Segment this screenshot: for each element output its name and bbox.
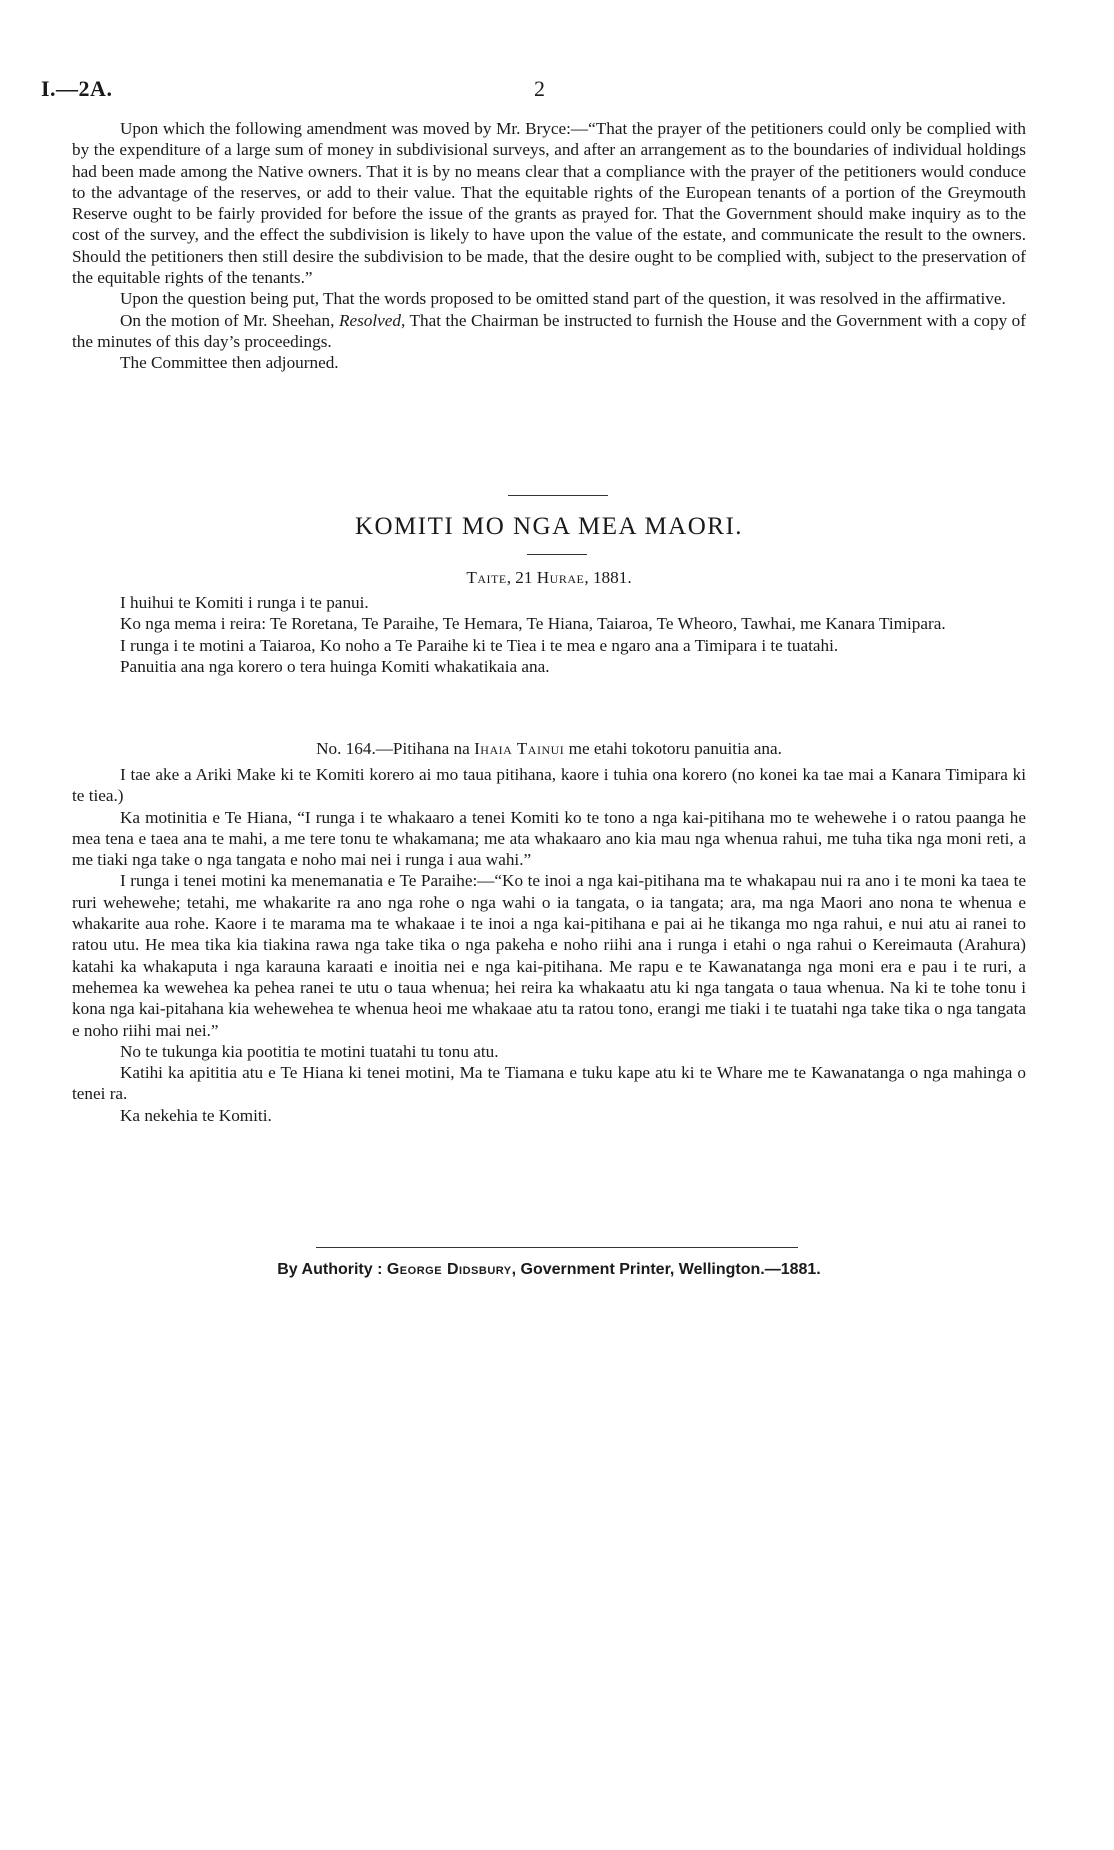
resolution-paragraph <box>72 310 1026 353</box>
maori-paragraph: I runga i tenei motini ka menemanatia e Te Paraihe:—“Ko te inoi a nga kai-pitihana ma te whakapau nui ra ano i te moni ka taea te ruri wehewehe; tetahi, me whakarite ra ano nga rohe o nga wahi o ia tangata, o ia tangata; ara, ma nga Maori ano nona te whenua e whakarite aua rohe. Kaore i te marama ma te whakaae i te inoi a nga kai-pitihana e pai ai he tikanga mo nga rahui, e nui atu ai ranei to ratou utu. He mea tika kia tiakina rawa nga take tika o nga pakeha e noho riihi ana i runga i etahi o nga rahui o Kereimauta (Arahura) katahi ka whakaputa i nga karauna karaati e inoitia nei e nga kai-pitihana. Me rapu e te Kawanatanga nga moni era e pau i te ruri, a mehemea ka wewehea ka pehea ranei te utu o taua whenua; hei reira ka whakaatu atu ki nga tangata o taua whenua. Na ki te tohe tonu i kona nga kai-pitahana kia wehewehea te whenua heoi me whakaae atu ta ratou tono, erangi me tiaki i te tuatahi nga take tika o nga tangata e noho riihi mai nei.” <box>72 871 1026 1040</box>
maori-minutes-intro <box>72 592 1026 677</box>
maori-paragraph: Ka nekehia te Komiti. <box>120 1105 272 1125</box>
english-minutes <box>72 118 1026 374</box>
maori-paragraph: Ko nga mema i reira: Te Roretana, Te Paraihe, Te Hemara, Te Hiana, Taiaroa, Te Wheoro, Tawhai, me Kanara Timipara. <box>120 614 946 634</box>
adjourned-paragraph: The Committee then adjourned. <box>120 353 339 373</box>
amendment-paragraph: Upon which the following amendment was moved by Mr. Bryce:—“That the prayer of the petitioners could only be complied with by the expenditure of a large sum of money in subdivisional surveys, and after an arrangement as to the boundaries of individual holdings had been made among the Native owners. That it is by no means clear that a compliance with the prayer of the petitioners would conduce to the advantage of the reserves, or add to their value. That the equitable rights of the European tenants of a portion of the Greymouth Reserve ought to be fairly provided for before the issue of the grants as prayed for. That the Government should make inquiry as to the cost of the survey, and the effect the subdivision is likely to have upon the value of the estate, and communicate the result to the owners. Should the petitioners then still desire the subdivision to be made, that the desire ought to be complied with, subject to the preservation of the equitable rights of the tenants.” <box>72 119 1026 288</box>
maori-paragraph: Ka motinitia e Te Hiana, “I runga i te whakaaro a tenei Komiti ko te tono a nga kai-pitihana mo te wehewehe i o ratou paanga he mea tena e taea ana te mahi, a me tere tonu te whakamana; me ata whakaaro ano kia mau nga whenua rahui, me tuha tika nga moni reti, a me tiaki nga take o nga tangata e noho mai nei i runga i aua wahi.” <box>72 807 1026 870</box>
resolution-text: That the Chairman be instructed to furnish the House and the Government with a copy of the minutes of this day’s proceedings. <box>72 310 1026 351</box>
resolution-lead: On the motion of Mr. Sheehan, <box>120 310 339 330</box>
resolved-word: Resolved, <box>338 310 406 330</box>
maori-minutes-body <box>72 764 1026 1126</box>
printer-name: George Didsbury <box>386 1261 512 1278</box>
maori-paragraph: No te tukunga kia pootitia te motini tuatahi tu tonu atu. <box>120 1041 499 1061</box>
title-divider <box>527 554 587 555</box>
maori-paragraph: I tae ake a Ariki Make ki te Komiti korero ai mo taua pitihana, kaore i tuhia ona korero (no konei ka tae mai a Kanara Timipara ki te tiea.) <box>72 765 1026 806</box>
petitioner-name: Ihaia Tainui <box>474 739 565 758</box>
imprint-lead: By Authority : <box>277 1261 387 1278</box>
maori-paragraph: I huihui te Komiti i runga i te panui. <box>120 593 369 612</box>
page-number: 2 <box>534 76 545 101</box>
question-paragraph: Upon the question being put, That the words proposed to be omitted stand part of the question, it was resolved in the affirmative. <box>120 289 1006 309</box>
maori-paragraph: I runga i te motini a Taiaroa, Ko noho a Te Paraihe ki te Tiea i te mea e ngaro ana a Timipara i te tuatahi. <box>120 635 839 655</box>
printer-imprint <box>72 1259 1026 1280</box>
date-number: , 21 <box>506 568 537 587</box>
section-divider <box>508 495 608 496</box>
date-day: Taite <box>466 568 507 587</box>
footer-divider <box>316 1247 798 1248</box>
section-code: I.—2A. <box>41 76 113 101</box>
maori-date <box>72 567 1026 588</box>
maori-paragraph: Katihi ka apititia atu e Te Hiana ki tenei motini, Ma te Tiamana e tuku kape atu ki te Whare me te Kawanatanga o nga mahinga o tenei ra. <box>72 1063 1026 1104</box>
maori-paragraph: Panuitia ana nga korero o tera huinga Komiti whakatikaia ana. <box>120 656 550 676</box>
imprint-rest: , Government Printer, Wellington.—1881. <box>511 1261 821 1278</box>
petition-heading <box>72 738 1026 759</box>
maori-section-title: KOMITI MO NGA MEA MAORI. <box>354 513 744 540</box>
petition-number: No. 164.—Pitihana na <box>316 739 475 758</box>
petition-rest: me etahi tokotoru panuitia ana. <box>564 739 782 758</box>
date-year: , 1881. <box>584 568 632 587</box>
date-month: Hurae <box>536 568 585 587</box>
